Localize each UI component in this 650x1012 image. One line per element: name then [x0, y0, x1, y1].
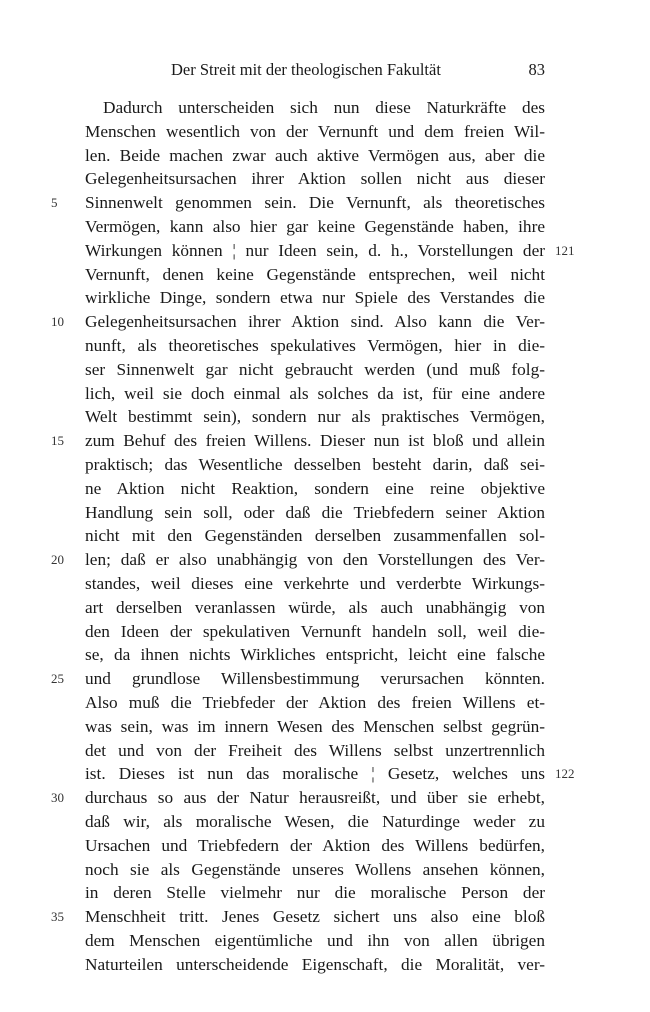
line-text: dem Menschen eigentümliche und ihn von allen übrigen: [85, 930, 545, 950]
text-line: [85, 643, 545, 667]
text-line: [85, 739, 545, 763]
line-text: daß wir, als moralische Wesen, die Naturdinge weder zu: [85, 811, 545, 831]
line-number: 20: [51, 552, 64, 568]
line-text: Naturteilen unterscheidende Eigenschaft, die Moralität, ver-: [85, 954, 545, 974]
line-text: len; daß er also unabhängig von den Vorstellungen des Ver-: [85, 550, 545, 570]
text-line: [85, 572, 545, 596]
line-text: Menschheit tritt. Jenes Gesetz sichert uns also eine bloß: [85, 907, 545, 927]
text-line: [85, 263, 545, 287]
line-number: 5: [51, 195, 58, 211]
line-text: Vermögen, kann also hier gar keine Gegenstände haben, ihre: [85, 216, 545, 236]
edition-page-marker: 122: [555, 766, 575, 782]
text-line: [51, 548, 545, 572]
text-line: [85, 929, 545, 953]
text-line: [85, 286, 545, 310]
body-text: [51, 96, 575, 976]
text-line: [85, 334, 545, 358]
line-text: Menschen wesentlich von der Vernunft und dem freien Wil-: [85, 121, 545, 141]
text-line: [85, 810, 545, 834]
line-text: se, da ihnen nichts Wirkliches entspricht, leicht eine falsche: [85, 645, 545, 665]
line-text: den Ideen der spekulativen Vernunft handeln soll, weil die-: [85, 621, 545, 641]
page-number: 83: [528, 60, 545, 79]
text-line: [85, 453, 545, 477]
text-line: [85, 215, 545, 239]
line-number: 25: [51, 671, 64, 687]
line-text: durchaus so aus der Natur herausreißt, und über sie erhebt,: [85, 788, 545, 808]
text-line: [85, 834, 545, 858]
text-line: [85, 144, 545, 168]
text-line: [85, 691, 545, 715]
line-number: 15: [51, 433, 64, 449]
text-line: [51, 429, 545, 453]
line-number: 10: [51, 314, 64, 330]
line-text: ist. Dieses ist nun das moralische ¦ Gesetz, welches uns: [85, 764, 545, 784]
text-line: [85, 715, 545, 739]
text-line: [51, 905, 545, 929]
line-text: wirkliche Dinge, sondern etwa nur Spiele des Verstandes die: [85, 288, 545, 308]
line-text: standes, weil dieses eine verkehrte und verderbte Wirkungs-: [85, 573, 545, 593]
line-text: was sein, was im innern Wesen des Menschen selbst gegrün-: [85, 716, 545, 736]
line-text: Vernunft, denen keine Gegenstände entsprechen, weil nicht: [85, 264, 545, 284]
line-text: len. Beide machen zwar auch aktive Vermögen aus, aber die: [85, 145, 545, 165]
line-text: zum Behuf des freien Willens. Dieser nun ist bloß und allein: [85, 431, 545, 451]
running-title: Der Streit mit der theologischen Fakultät: [171, 60, 441, 79]
text-line: [85, 239, 575, 263]
line-text: nunft, als theoretisches spekulatives Vermögen, hier in die-: [85, 335, 545, 355]
text-line: [85, 96, 545, 120]
line-text: in deren Stelle vielmehr nur die moralische Person der: [85, 883, 545, 903]
line-text: Ursachen und Triebfedern der Aktion des Willens bedürfen,: [85, 835, 545, 855]
line-text: praktisch; das Wesentliche desselben besteht darin, daß sei-: [85, 454, 545, 474]
line-text: nicht mit den Gegenständen derselben zusammenfallen sol-: [85, 526, 545, 546]
text-line: [85, 382, 545, 406]
text-line: [85, 358, 545, 382]
line-text: det und von der Freiheit des Willens selbst unzertrennlich: [85, 740, 545, 760]
text-line: [85, 167, 545, 191]
line-text: lich, weil sie doch einmal als solches da ist, für eine andere: [85, 383, 545, 403]
text-line: [85, 405, 545, 429]
text-line: [85, 477, 545, 501]
line-text: ser Sinnenwelt gar nicht gebraucht werden (und muß folg-: [85, 359, 545, 379]
line-text: Gelegenheitsursachen ihrer Aktion sollen nicht aus dieser: [85, 169, 545, 189]
text-line: [51, 667, 545, 691]
text-line: [85, 881, 545, 905]
text-line: [85, 858, 545, 882]
line-text: Wirkungen können ¦ nur Ideen sein, d. h., Vorstellungen der: [85, 240, 545, 260]
line-text: Handlung sein soll, oder daß die Triebfedern seiner Aktion: [85, 502, 545, 522]
text-line: [51, 191, 545, 215]
line-text: art derselben veranlassen würde, als auch unabhängig von: [85, 597, 545, 617]
line-text: ne Aktion nicht Reaktion, sondern eine reine objektive: [85, 478, 545, 498]
text-line: [51, 786, 545, 810]
page-header: [85, 60, 545, 88]
text-line: [85, 762, 575, 786]
line-number: 35: [51, 909, 64, 925]
text-line: [51, 310, 545, 334]
text-line: [85, 120, 545, 144]
text-line: [85, 596, 545, 620]
text-line: [85, 953, 545, 977]
text-line: [85, 501, 545, 525]
line-text: Welt bestimmt sein), sondern nur als praktisches Vermögen,: [85, 407, 545, 427]
line-number: 30: [51, 790, 64, 806]
line-text: und grundlose Willensbestimmung verursachen könnten.: [85, 669, 545, 689]
text-line: [85, 620, 545, 644]
line-text: Dadurch unterscheiden sich nun diese Naturkräfte des: [103, 98, 545, 117]
line-text: Also muß die Triebfeder der Aktion des freien Willens et-: [85, 692, 545, 712]
edition-page-marker: 121: [555, 242, 575, 258]
line-text: noch sie als Gegenstände unseres Wollens ansehen können,: [85, 859, 545, 879]
text-line: [85, 524, 545, 548]
line-text: Gelegenheitsursachen ihrer Aktion sind. Also kann die Ver-: [85, 312, 545, 332]
line-text: Sinnenwelt genommen sein. Die Vernunft, als theoretisches: [85, 193, 545, 213]
